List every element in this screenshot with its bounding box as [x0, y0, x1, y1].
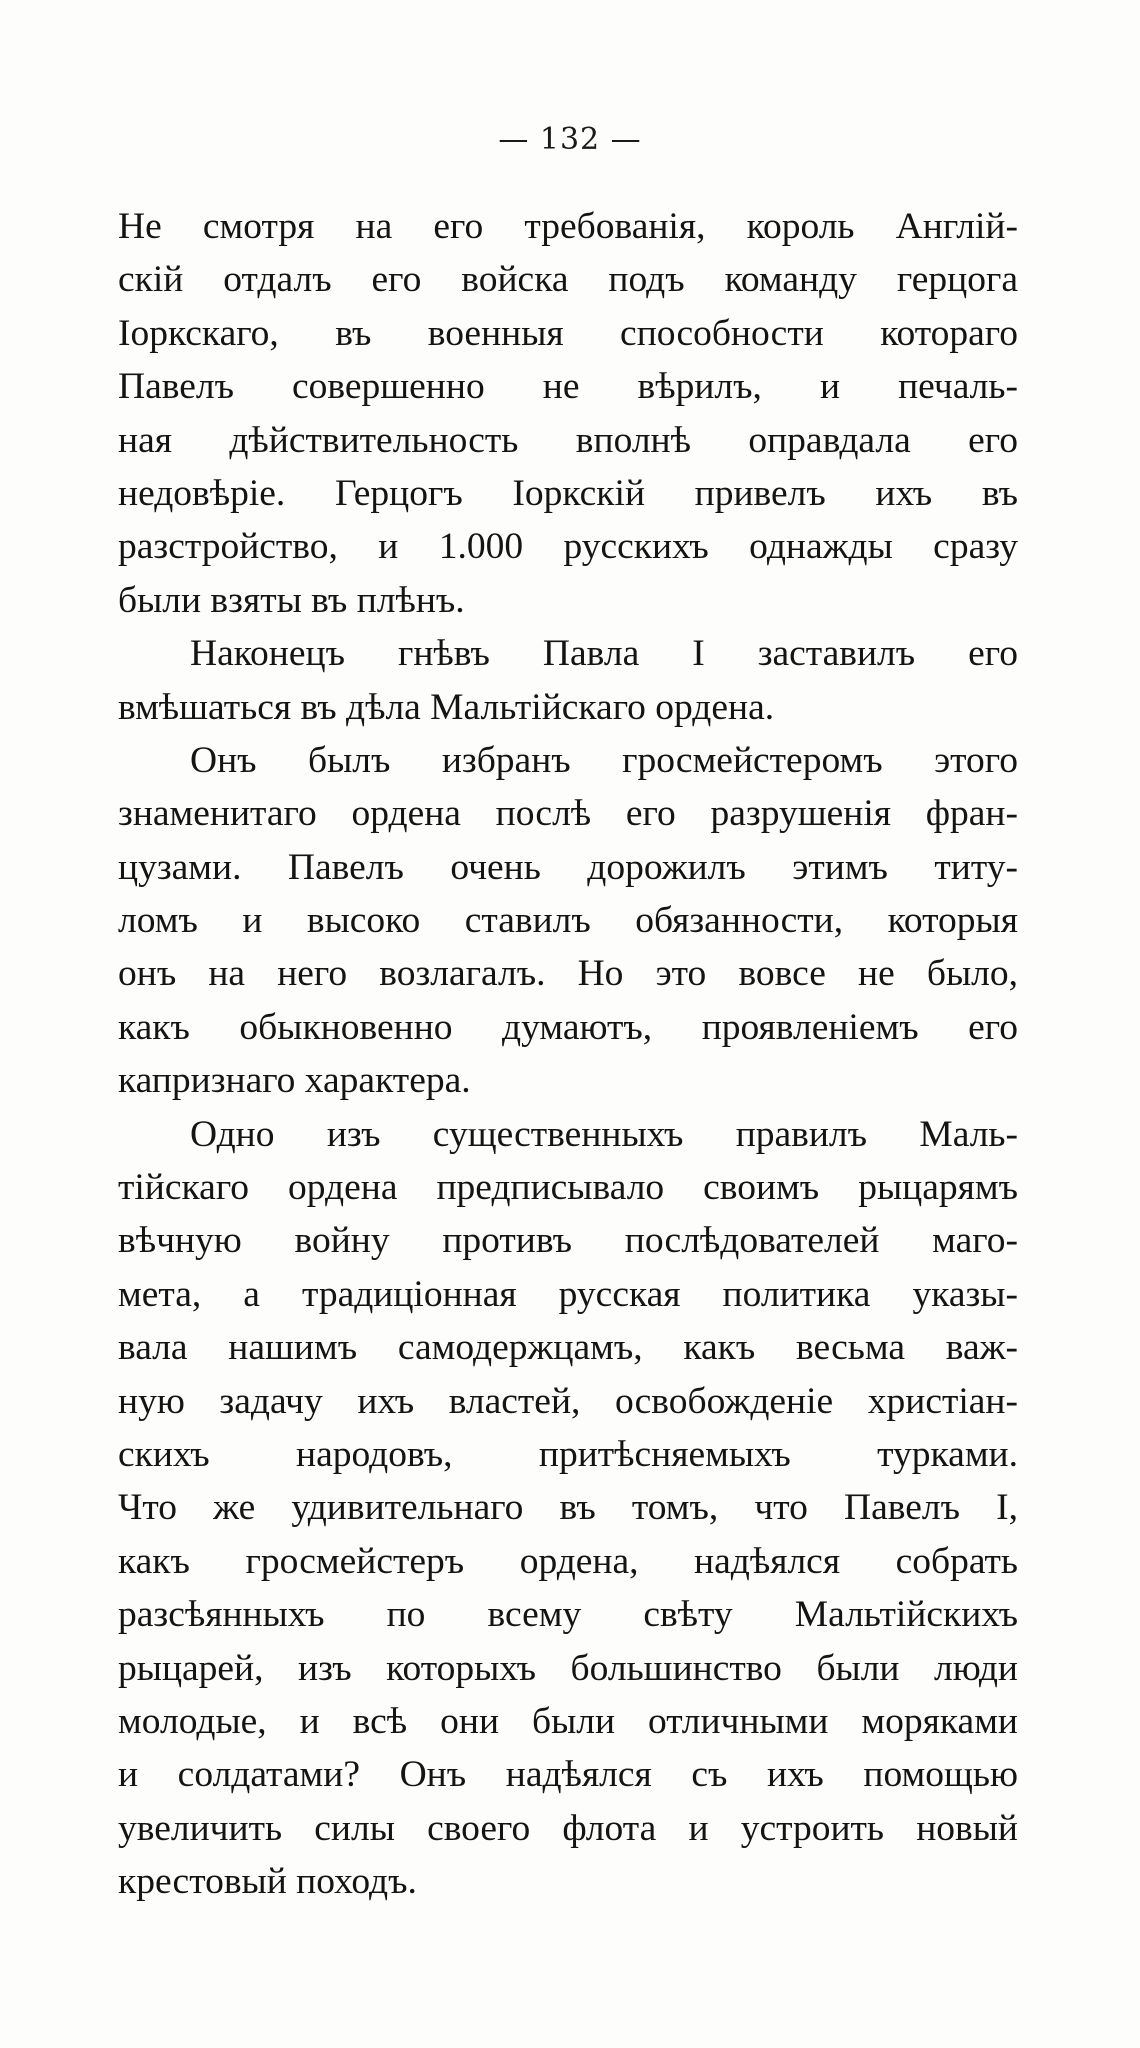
- text-line: увеличить силы своего флота и устроить новый: [118, 1807, 1018, 1849]
- text-line: были взяты въ плѣнъ.: [118, 579, 465, 621]
- text-line: Онъ былъ избранъ гросмейстеромъ этого: [190, 739, 1018, 781]
- paragraph-1: [118, 200, 1018, 627]
- text-line: Не смотря на его требованія, король Англій-: [118, 206, 1018, 247]
- text-line: вала нашимъ самодержцамъ, какъ весьма важ-: [118, 1327, 1018, 1369]
- text-line: скій отдалъ его войска подъ команду герцога: [118, 259, 1018, 301]
- text-line: Наконецъ гнѣвъ Павла I заставилъ его: [190, 633, 1018, 675]
- text-line: онъ на него возлагалъ. Но это вовсе не было,: [118, 953, 1018, 995]
- text-line: рыцарей, изъ которыхъ большинство были люди: [118, 1647, 1018, 1689]
- text-line: крестовый походъ.: [118, 1861, 417, 1903]
- paragraph-3: [118, 734, 1018, 1108]
- paragraph-4: [118, 1108, 1018, 1909]
- text-line: разсѣянныхъ по всему свѣту Мальтійскихъ: [118, 1594, 1018, 1636]
- text-line: ломъ и высоко ставилъ обязанности, которыя: [118, 900, 1018, 942]
- text-line: разстройство, и 1.000 русскихъ однажды сразу: [118, 526, 1018, 568]
- page-number: — 132 —: [498, 122, 642, 157]
- paragraph-2: [118, 627, 1018, 734]
- text-line: Павелъ совершенно не вѣрилъ, и печаль-: [118, 366, 1018, 408]
- text-line: мета, а традиціонная русская политика указы-: [118, 1273, 1018, 1315]
- text-line: вмѣшаться въ дѣла Мальтійскаго ордена.: [118, 686, 775, 728]
- text-line: какъ обыкновенно думаютъ, проявленіемъ его: [118, 1006, 1018, 1048]
- text-line: Что же удивительнаго въ томъ, что Павелъ I,: [118, 1487, 1018, 1529]
- text-line: Іоркскаго, въ военныя способности котораго: [118, 312, 1018, 354]
- text-line: капризнаго характера.: [118, 1060, 471, 1102]
- text-line: какъ гросмейстеръ ордена, надѣялся собрать: [118, 1540, 1018, 1582]
- text-line: недовѣріе. Герцогъ Іоркскій привелъ ихъ въ: [118, 472, 1018, 514]
- text-line: и солдатами? Онъ надѣялся съ ихъ помощью: [118, 1754, 1018, 1796]
- text-line: молодые, и всѣ они были отличными моряками: [118, 1700, 1018, 1742]
- text-line: цузами. Павелъ очень дорожилъ этимъ титу-: [118, 846, 1018, 888]
- text-line: знаменитаго ордена послѣ его разрушенія фран-: [118, 793, 1018, 835]
- body-text: [118, 200, 1018, 1909]
- text-line: тійскаго ордена предписывало своимъ рыцарямъ: [118, 1167, 1018, 1209]
- text-line: ная дѣйствительность вполнѣ оправдала его: [118, 419, 1018, 461]
- text-line: вѣчную войну противъ послѣдователей маго-: [118, 1220, 1018, 1262]
- text-line: Одно изъ существенныхъ правилъ Маль-: [190, 1113, 1018, 1155]
- text-line: ную задачу ихъ властей, освобожденіе христіан-: [118, 1380, 1018, 1422]
- text-line: скихъ народовъ, притѣсняемыхъ турками.: [118, 1433, 1018, 1475]
